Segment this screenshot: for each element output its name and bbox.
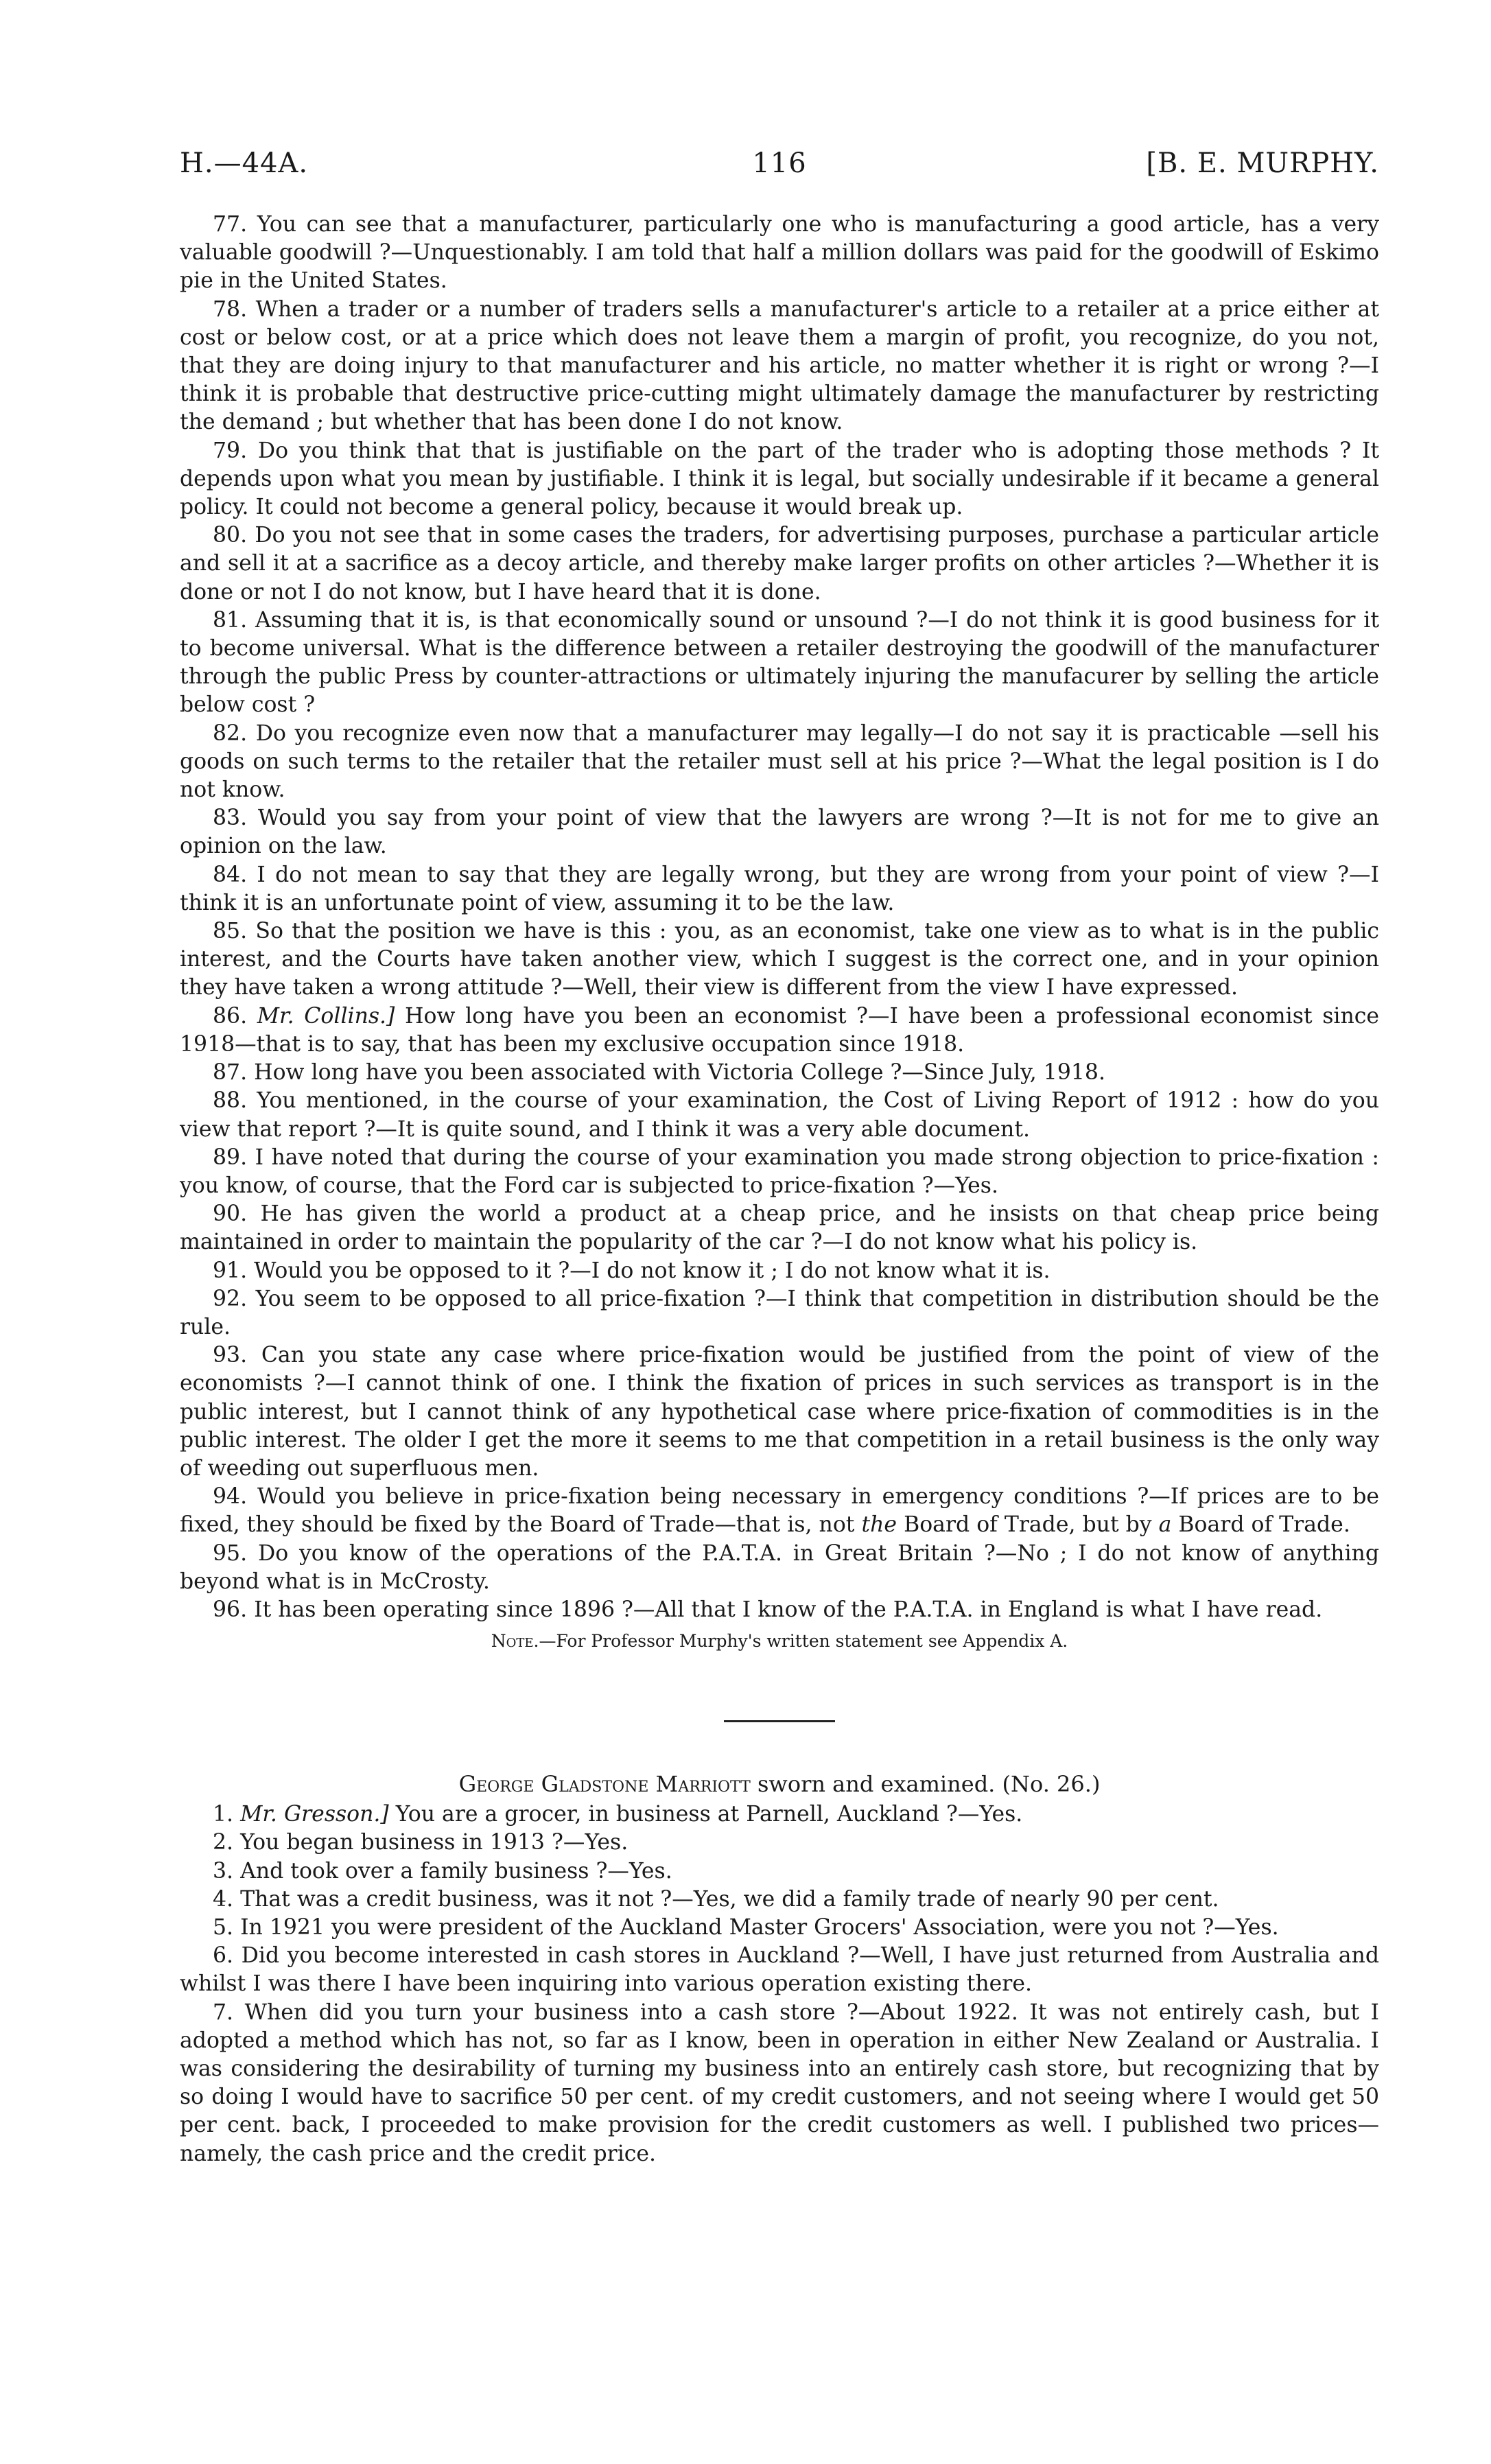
document-page [180,148,1379,2168]
running-head [180,148,1379,189]
question-86: 86. Mr. Collins.] How long have you been an economist ?—I have been a professional economist since 1918—that is to say, that has been my exclusive occupation since 1918. [180,1003,1380,1057]
witness-number: (No. 26.) [1002,1771,1101,1798]
witness-heading [180,1769,1379,1799]
question-77: 77. You can see that a manufacturer, particularly one who is manufacturing a good article, has a very valuable goodwill ?—Unquestionably. I am told that half a million dollars was paid for the goodwill of Eskimo pie in the United States. [180,212,1379,294]
appendix-note [180,1628,1379,1654]
question-89: 89. I have noted that during the course of your examination you made strong objection to price-fixation : you know, of course, that the Ford car is subjected to price-fixation ?—Yes. [180,1145,1380,1198]
witness-name: George Gladstone Marriott [458,1771,751,1798]
question-87: 87. How long have you been associated with Victoria College ?—Since July, 1918. [213,1060,1105,1086]
question-83: 83. Would you say from your point of view that the lawyers are wrong ?—It is not for me to give an opinion on the law. [180,806,1380,859]
section-divider [724,1720,835,1722]
question-2: 2. You began business in 1913 ?—Yes. [213,1830,629,1855]
note-text: —For Professor Murphy's written statement see Appendix A. [539,1631,1068,1652]
question-78: 78. When a trader or a number of traders sells a manufacturer's article to a retailer at a price either at cost or below cost, or at a price which does not leave them a margin of profit, you recognize, do you not, that they are doing injury to that manufacturer and his article, no matter whether it is right or wrong ?—I think it is probable that destructive price-cutting might ultimately damage the manufacturer by restricting the demand ; but whether that has been done I do not know. [180,296,1379,435]
question-4: 4. That was a credit business, was it not ?—Yes, we did a family trade of nearly 90 per cent. [213,1886,1219,1912]
marriott-examination [180,1800,1379,2168]
question-91: 91. Would you be opposed to it ?—I do not know it ; I do not know what it is. [213,1258,1050,1283]
examiner-name: Mr. Gresson.] [240,1802,389,1827]
question-92: 92. You seem to be opposed to all price-fixation ?—I think that competition in distribution should be the rule. [180,1286,1380,1339]
question-5: 5. In 1921 you were president of the Auckland Master Grocers' Association, were you not ?—Yes. [213,1914,1279,1940]
question-7: 7. When did you turn your business into a cash store ?—About 1922. It was not entirely cash, but I adopted a method which has not, so far as I know, been in operation in either New Zealand or Australia. I was considering the desirability of turning my business into an entirely cash store, but recognizing that by so doing I would have to sacrifice 50 per cent. of my credit customers, and not seeing where I would get 50 per cent. back, I proceeded to make provision for the credit customers as well. I published two prices—namely, the cash price and the credit price. [180,1999,1379,2166]
question-88: 88. You mentioned, in the course of your examination, the Cost of Living Report of 1912 : how do you view that report ?—It is quite sound, and I think it was a very able document. [180,1088,1379,1142]
witness-running-title: [B. E. MURPHY. [1146,148,1379,179]
parliamentary-paper-reference: H.—44A. [180,148,309,179]
question-84: 84. I do not mean to say that they are legally wrong, but they are wrong from your point of view ?—I think it is an unfortunate point of view, assuming it to be the law. [180,862,1379,915]
murphy-examination [180,211,1379,1654]
question-79: 79. Do you think that that is justifiable on the part of the trader who is adopting those methods ? It depends upon what you mean by justifiable. I think it is legal, but socially undesirable if it became a general policy. It could not become a general policy, because it would break up. [180,438,1379,520]
question-3: 3. And took over a family business ?—Yes. [213,1858,672,1884]
question-82: 82. Do you recognize even now that a manufacturer may legally—I do not say it is practicable —sell his goods on such terms to the retailer that the retailer must sell at his price ?—What the legal position is I do not know. [180,720,1380,803]
question-80: 80. Do you not see that in some cases the traders, for advertising purposes, purchase a particular article and sell it at a sacrifice as a decoy article, and thereby make larger profits on other articles ?—Whether it is done or not I do not know, but I have heard that it is done. [180,523,1379,605]
question-90: 90. He has given the world a product at a cheap price, and he insists on that cheap price being maintained in order to maintain the popularity of the car ?—I do not know what his policy is. [180,1201,1380,1255]
question-81: 81. Assuming that it is, is that economically sound or unsound ?—I do not think it is good business for it to become universal. What is the difference between a retailer destroying the goodwill of the manufacturer through the public Press by counter-attractions or ultimately injuring the manufacurer by selling the article below cost ? [180,607,1379,718]
question-93: 93. Can you state any case where price-fixation would be justified from the point of view of the economists ?—I cannot think of one. I think the fixation of prices in such services as transport is in the public interest, but I cannot think of any hypothetical case where price-fixation of commodities is in the public interest. The older I get the more it seems to me that competition in a retail business is the only way of weeding out superfluous men. [180,1343,1380,1481]
question-6: 6. Did you become interested in cash stores in Auckland ?—Well, I have just returned from Australia and whilst I was there I have been inquiring into various operation existing there. [180,1943,1379,1997]
question-95: 95. Do you know of the operations of the P.A.T.A. in Great Britain ?—No ; I do not know of anything beyond what is in McCrosty. [180,1540,1379,1594]
page-number: 116 [752,148,807,179]
question-85: 85. So that the position we have is this : you, as an economist, take one view as to what is in the public interest, and the Courts have taken another view, which I suggest is the correct one, and in your opinion they have taken a wrong attitude ?—Well, their view is different from the view I have expressed. [180,919,1380,1000]
witness-sworn: sworn and examined. [758,1771,996,1798]
question-96: 96. It has been operating since 1896 ?—All that I know of the P.A.T.A. in England is what I have read. [213,1597,1323,1622]
question-94: 94. Would you believe in price-fixation being necessary in emergency conditions ?—If prices are to be fixed, they should be fixed by the Board of Trade—that is, not the Board of Trade, but by a Board of Trade. [180,1484,1380,1538]
note-label: Note. [491,1631,539,1652]
examiner-name: Mr. Collins.] [257,1003,395,1029]
question-1: 1. Mr. Gresson.] You are a grocer, in business at Parnell, Auckland ?—Yes. [213,1802,1023,1827]
